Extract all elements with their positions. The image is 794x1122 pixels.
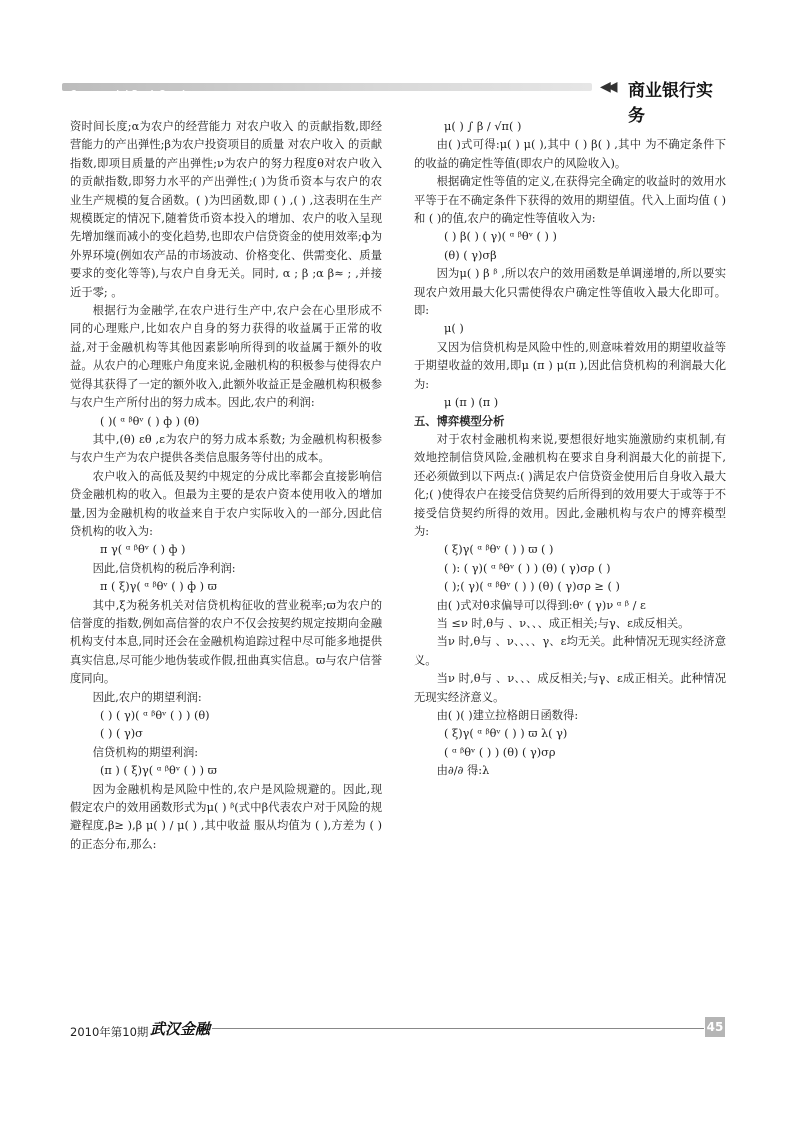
paragraph: 因为μ( ) β ᵝ ,所以农户的效用函数是单调递增的,所以要实现农户效用最大化只需使得农户确定性等值收入最大化即可。即:: [414, 267, 726, 318]
equation: ( ): ( γ)( ᵅ ᵝθᵛ ( ) ) (θ) ( γ)σρ ( ): [444, 561, 611, 575]
paragraph: 因此,信贷机构的税后净利润:: [92, 561, 236, 575]
equation: ( ξ)γ( ᵅ ᵝθᵛ ( ) ) ϖ ( ): [444, 543, 554, 557]
equation: (π ) ( ξ)γ( ᵅ ᵝθᵛ ( ) ) ϖ: [100, 764, 217, 778]
equation: ( ᵅ ᵝθᵛ ( ) ) (θ) ( γ)σρ: [444, 745, 556, 759]
equation: μ (π ) (π ): [444, 396, 499, 410]
header-decorative-bar: [62, 83, 592, 98]
right-column: [414, 118, 726, 781]
paragraph: 因为金融机构是风险中性的,农户是风险规避的。因此,现假定农户的效用函数形式为μ( ) ᵝ(式中β代表农户对于风险的规避程度,β≥ ),β μ( ) / μ( ) ,其中收益 服从均值为 ( ),方差为 ( )的正态分布,那么:: [70, 782, 382, 851]
paragraph: 由( )式可得:μ( ) μ( ),其中 ( ) β( ) ,其中 为不确定条件下的收益的确定性等值(即农户的风险收入)。: [414, 138, 726, 170]
equation: π ( ξ)γ( ᵅ ᵝθᵛ ( ) ф ) ϖ: [100, 580, 217, 594]
equation: μ( ): [444, 322, 464, 336]
paragraph: 根据确定性等值的定义,在获得完全确定的收益时的效用水平等于在不确定条件下获得的效用的期望值。代入上面均值 ( )和 ( )的值,农户的确定性等值收入为:: [414, 175, 726, 226]
journal-logo: 武汉金融: [150, 1020, 211, 1038]
left-column: [70, 118, 382, 854]
paragraph: 农户收入的高低及契约中规定的分成比率都会直接影响信贷金融机构的收入。但最为主要的是农户资本使用收入的增加量,因为金融机构的收益来自于农户实际收入的一部分,因此信贷机构的收入为:: [70, 469, 382, 538]
paragraph: 其中,ξ为税务机关对信贷机构征收的营业税率;ϖ为农户的信誉度的指数,例如高信誉的农户不仅会按契约规定按期向金融机构支付本息,同时还会在金融机构追踪过程中尽可能多地提供真实信息,尽可能少地伪装或作假,扭曲真实信息。ϖ与农户信誉度同向。: [70, 598, 382, 686]
equation: ( ) ( γ)( ᵅ ᵝθᵛ ( ) ) (θ): [100, 709, 210, 722]
equation: μ( ) ∫ β / √π( ): [444, 120, 522, 133]
paragraph: 因此,农户的期望利润:: [92, 690, 202, 704]
page-header: [62, 76, 724, 126]
equation: π γ( ᵅ ᵝθᵛ ( ) ф ): [100, 543, 186, 557]
paragraph: 又因为信贷机构是风险中性的,则意味着效用的期望收益等于期望收益的效用,即μ (π ) μ(π ),因此信贷机构的利润最大化为:: [414, 340, 726, 391]
double-arrow-left-icon: ◀◀: [600, 79, 614, 95]
paragraph: 对于农村金融机构来说,要想很好地实施激励约束机制,有效地控制信贷风险,金融机构在要求自身利润最大化的前提下,还必须做到以下两点:( )满足农户信贷资金使用后自身收入最大化;( )使得农户在接受信贷契约后所得到的效用要大于或等于不接受信贷契约所得的效用。因此,金融机构与农户的博弈模型为:: [414, 432, 726, 538]
paragraph: 当ν 时,θ与 、ν、、、、γ、ε均无关。此种情况无现实经济意义。: [414, 635, 726, 667]
paragraph: 当ν 时,θ与 、ν、、、成反相关;与γ、ε成正相关。此种情况无现实经济意义。: [414, 672, 726, 704]
footer-rule: [212, 1028, 704, 1029]
equation: ( )( ᵅ ᵝθᵛ ( ) ф ) (θ): [100, 414, 200, 428]
equation: ( ξ)γ( ᵅ ᵝθᵛ ( ) ) ϖ λ( γ): [444, 727, 568, 741]
page-number: 45: [705, 1017, 725, 1037]
equation: ( );( γ)( ᵅ ᵝθᵛ ( ) ) (θ) ( γ)σρ ≥ ( ): [444, 580, 620, 594]
equation: ( ) ( γ)σ: [100, 727, 143, 741]
equation: (θ) ( γ)σβ: [444, 248, 497, 262]
paragraph: 根据行为金融学,在农户进行生产中,农户会在心里形成不同的心理账户,比如农户自身的努力获得的收益属于正常的收益,对于金融机构等其他因素影响所得到的收益属于额外的收益。从农户的心理账户角度来说,金融机构的积极参与使得农户觉得其获得了一定的额外收入,此额外收益正是金融机构积极参与农户生产所付出的努力成本。因此,农户的利润:: [70, 304, 382, 410]
paragraph: 信贷机构的期望利润:: [92, 745, 199, 759]
header-english-label: Commercial Bank Service: [70, 89, 196, 98]
section-heading: 五、博弈模型分析: [414, 414, 505, 428]
equation: ( ) β( ) ( γ)( ᵅ ᵝθᵛ ( ) ): [444, 230, 557, 244]
paragraph: 由( )式对θ求偏导可以得到:θᵛ ( γ)ν ᵅ ᵝ / ε: [436, 598, 646, 612]
paragraph: 当 ≤ν 时,θ与 、ν、、、成正相关;与γ、ε成反相关。: [436, 616, 690, 630]
section-title: 商业银行实务: [628, 81, 713, 126]
issue-label: 2010年第10期: [70, 1025, 149, 1039]
paragraph: 资时间长度;α为农户的经营能力 对农户收入 的贡献指数,即经营能力的产出弹性;β为农户投资项目的质量 对农户收入 的贡献指数,即项目质量的产出弹性;ν为农户的努力程度θ对农户收入 的贡献指数,即努力水平的产出弹性;( )为货币资本与农户的农业生产规模的复合函数。( )为凹函数,即 ( ) ,( ) ,这表明在生产规模既定的情况下,随着货币资本投入的增加、农户的收入呈现先增加继而减小的变化趋势,也即农户信贷资金的使用效率;ф为外界环境(例如农产品的市场波动、价格变化、供需变化、质量要求的变化等等),与农户自身无关。同时, α ; β ;α β≈ ; ,并接近于零; 。: [70, 120, 382, 299]
paragraph: 由( )( )建立拉格朗日函数得:: [436, 709, 579, 722]
paragraph: 由∂/∂ 得:λ: [436, 764, 490, 778]
paragraph: 其中,(θ) εθ ,ε为农户的努力成本系数; 为金融机构积极参与农户生产为农户提供各类信息服务等付出的成本。: [70, 432, 382, 465]
